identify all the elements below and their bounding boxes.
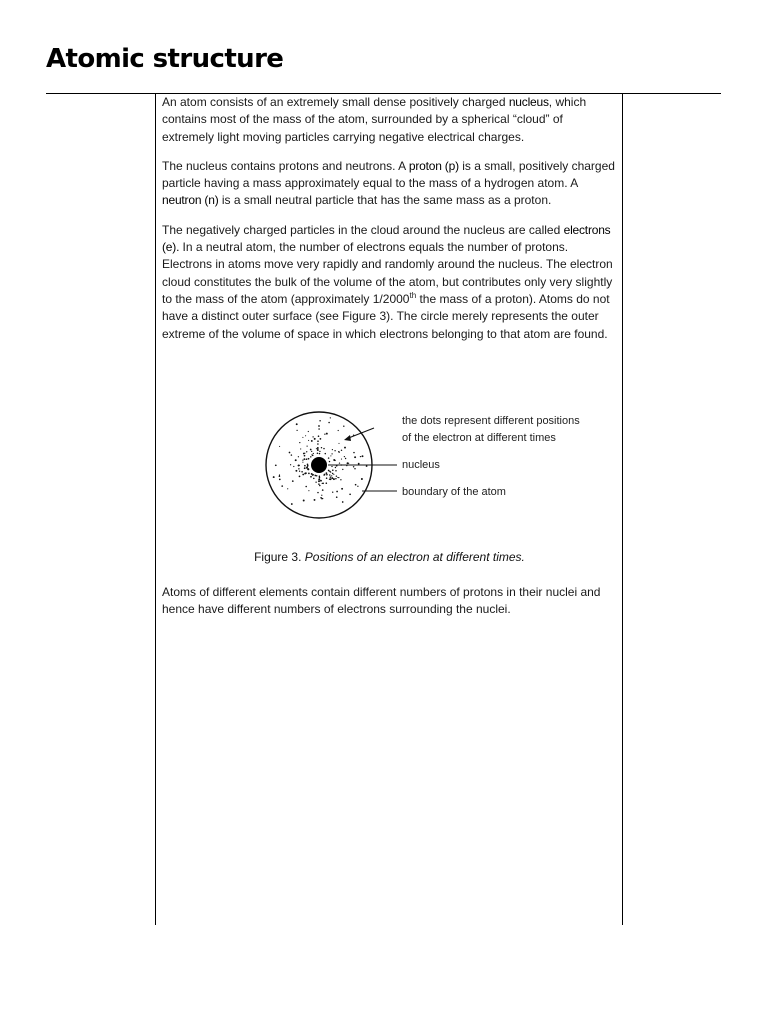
electron-dot <box>310 456 311 457</box>
electron-dot <box>308 440 309 441</box>
electron-dot <box>339 452 340 453</box>
electron-dot <box>315 482 316 483</box>
electron-dot <box>302 474 304 476</box>
electron-dot <box>312 436 313 437</box>
electron-dot <box>333 474 334 475</box>
electron-dot <box>298 468 299 469</box>
electron-dot <box>307 466 308 467</box>
electron-dot <box>319 477 320 478</box>
label-dots-line1: the dots represent different positions <box>402 415 580 427</box>
electron-dot <box>322 483 323 484</box>
electron-dot <box>313 478 315 480</box>
electron-dot <box>319 451 320 452</box>
electron-dot <box>331 477 333 479</box>
electron-dot <box>338 443 339 444</box>
electron-dot <box>335 478 336 479</box>
electron-dot <box>307 446 308 447</box>
paragraph-electrons <box>162 222 617 343</box>
electron-dot <box>331 466 332 467</box>
electron-dot <box>311 440 313 442</box>
electron-dot <box>310 476 312 478</box>
text-span: The negatively charged particles in the cloud around the nucleus are called <box>162 222 564 237</box>
term-nucleus: nucleus <box>508 95 549 109</box>
electron-dot <box>333 478 335 480</box>
electron-dot <box>329 461 330 462</box>
electron-dot <box>361 478 363 480</box>
text-span: is a small neutral particle that has the same mass as a proton. <box>218 193 552 208</box>
electron-dot <box>321 495 322 496</box>
electron-dot <box>331 453 332 454</box>
electron-dot <box>302 459 303 460</box>
label-boundary: boundary of the atom <box>402 486 506 498</box>
electron-dot <box>344 456 345 457</box>
electron-dot <box>314 438 316 440</box>
electron-dot <box>354 468 355 469</box>
electron-dot <box>329 474 331 476</box>
electron-dot <box>306 467 308 469</box>
electron-dot <box>336 496 338 498</box>
figure-atom-diagram <box>162 404 617 534</box>
electron-dot <box>305 486 307 488</box>
electron-dot <box>341 488 343 490</box>
electron-dot <box>299 442 300 443</box>
electron-dot <box>318 478 320 480</box>
electron-dot <box>292 480 294 482</box>
electron-dot <box>332 492 333 493</box>
electron-dot <box>328 457 329 458</box>
electron-dot <box>333 459 335 461</box>
electron-dot <box>298 456 299 457</box>
text-span: , which contains most of the mass of the atom, surrounded by a spherical “cloud” of extremely light moving particles carrying negative electrical charges. <box>162 95 587 144</box>
electron-dot <box>320 480 321 481</box>
electron-dot <box>330 455 331 456</box>
electron-dot <box>339 462 340 463</box>
atom-diagram-svg <box>162 404 617 534</box>
electron-dot <box>308 473 310 475</box>
electron-dot <box>319 453 320 454</box>
electron-dot <box>360 456 361 457</box>
paragraph-elements: Atoms of different elements contain different numbers of protons in their nuclei and hence have different numbers of electrons surrounding the nuclei. <box>162 585 601 617</box>
electron-dot <box>318 425 320 427</box>
electron-dot <box>310 449 312 451</box>
electron-dot <box>311 451 312 452</box>
electron-dot <box>323 448 324 449</box>
electron-dot <box>308 490 309 491</box>
electron-dot <box>308 458 310 460</box>
electron-dot <box>353 466 355 468</box>
electron-dot <box>344 447 346 449</box>
electron-dot <box>332 469 334 471</box>
electron-dot <box>330 476 332 478</box>
electron-dot <box>318 483 320 485</box>
electron-dot <box>317 453 319 455</box>
electron-dot <box>279 479 281 481</box>
electron-dot <box>299 476 301 478</box>
electron-dot <box>279 446 280 447</box>
electron-dot <box>319 485 321 487</box>
electron-dot <box>301 471 303 473</box>
electron-dot <box>304 473 306 475</box>
electron-dot <box>337 477 338 478</box>
electron-dot <box>308 431 309 432</box>
electron-dot <box>332 449 333 450</box>
electron-dot <box>330 471 331 472</box>
electron-dot <box>326 474 327 475</box>
electron-dot <box>362 455 364 457</box>
electron-dot <box>298 465 300 467</box>
electron-dot <box>273 476 275 478</box>
electron-dot <box>299 471 300 472</box>
electron-dot <box>331 475 332 476</box>
nucleus-dot <box>311 457 327 473</box>
electron-dot <box>302 437 303 438</box>
electron-dot <box>320 497 322 499</box>
electron-dot <box>342 469 343 470</box>
electron-dot <box>281 485 283 487</box>
text-span: The nucleus contains protons and neutrons. A <box>162 158 409 173</box>
electron-dot <box>335 467 336 468</box>
electron-dot <box>316 475 318 477</box>
electron-dot <box>317 447 319 449</box>
electron-dot <box>342 501 344 503</box>
electron-dot <box>304 467 306 469</box>
term-proton: proton (p) <box>408 158 459 173</box>
electron-dot <box>322 489 324 491</box>
electron-dot <box>304 455 306 457</box>
label-nucleus: nucleus <box>402 459 440 471</box>
electron-dot <box>317 492 318 493</box>
left-margin-line <box>155 93 156 925</box>
electron-dot <box>318 435 320 437</box>
electron-dot <box>330 417 331 418</box>
electron-dot <box>291 454 292 455</box>
text-span: In a neutral atom, the number of electrons equals the number of protons. Electrons in atoms move very rapidly and randomly around the nucleus. The electron cloud constitutes the bulk of the volume of the atom, but contributes only very slightly to the mass of the atom (approximately 1/2000 <box>162 240 613 306</box>
content-area <box>162 94 617 617</box>
term-electrons: electrons (e). <box>162 222 611 255</box>
electron-dot <box>303 458 305 460</box>
electron-dot <box>300 448 301 449</box>
electron-dot <box>321 447 322 448</box>
paragraph-nucleus <box>162 94 617 146</box>
electron-dot <box>289 452 291 454</box>
electron-dot <box>326 482 328 484</box>
electron-dot <box>295 470 297 472</box>
electron-dot <box>358 463 360 465</box>
electron-dot <box>291 503 293 505</box>
electron-dot <box>353 452 354 453</box>
electron-dot <box>341 459 342 460</box>
page-title: Atomic structure <box>46 44 284 74</box>
electron-dot <box>317 443 319 445</box>
electron-dot <box>324 434 325 435</box>
electron-dot <box>348 463 349 464</box>
electron-dot <box>325 453 326 454</box>
electron-dot <box>366 465 368 467</box>
label-dots-line2: of the electron at different times <box>402 432 556 444</box>
paragraph-protons-neutrons <box>162 158 617 210</box>
right-margin-line <box>622 93 623 925</box>
electron-dot <box>312 474 314 476</box>
electron-dot <box>328 422 330 424</box>
electron-dot <box>318 428 320 430</box>
superscript-th: th <box>409 290 417 300</box>
electron-dot <box>287 488 288 489</box>
term-neutron: neutron (n) <box>162 193 219 208</box>
electron-dot <box>305 435 306 436</box>
electron-dot <box>303 500 305 502</box>
text-span: the mass of a proton). Atoms do not have a distinct outer surface (see Figure 3). The circle merely represents the outer extreme of the volume of space in which electrons belonging to that atom are found. <box>162 291 610 341</box>
electron-dot <box>295 459 297 461</box>
electron-dot <box>317 449 319 451</box>
electron-dot <box>317 440 319 442</box>
text-span: An atom consists of an extremely small dense positively charged <box>162 95 509 109</box>
electron-dot <box>304 465 306 467</box>
electron-dot <box>341 450 342 451</box>
electron-dot <box>290 464 291 465</box>
electron-dot <box>296 423 298 425</box>
electron-dot <box>293 466 294 467</box>
electron-dot <box>316 448 317 449</box>
electron-dot <box>314 499 316 501</box>
electron-dot <box>349 493 351 495</box>
electron-dot <box>329 479 330 480</box>
electron-dot <box>354 456 356 458</box>
electron-dot <box>322 498 323 499</box>
electron-dot <box>304 453 305 454</box>
electron-dot <box>313 453 314 454</box>
electron-dot <box>302 462 303 463</box>
electron-dot <box>279 475 281 477</box>
caption-text: Positions of an electron at different times. <box>304 550 525 564</box>
electron-dot <box>307 468 309 470</box>
electron-dot <box>320 438 322 440</box>
electron-dot <box>307 463 309 465</box>
electron-dot <box>345 458 346 459</box>
electron-dot <box>355 484 357 486</box>
electron-dot <box>332 473 333 474</box>
electron-dot <box>306 451 307 452</box>
electron-dot <box>326 433 328 435</box>
electron-dot <box>306 458 308 460</box>
dots-pointer-arrowhead <box>344 435 351 441</box>
electron-dot <box>326 477 328 479</box>
electron-dot <box>296 430 297 431</box>
electron-dot <box>340 479 341 480</box>
electron-dot <box>279 474 280 475</box>
electron-dot <box>314 475 316 477</box>
figure-caption <box>162 550 617 564</box>
text-span: is a small, positively charged particle having a mass approximately equal to the mass of a hydrogen atom. A <box>162 158 615 191</box>
electron-dot <box>338 430 339 431</box>
electron-dot <box>335 470 337 472</box>
electron-dot <box>336 491 338 493</box>
electron-dot <box>311 454 312 455</box>
electron-dot <box>275 464 277 466</box>
caption-label: Figure 3. <box>254 550 302 564</box>
electron-dot <box>319 420 321 422</box>
electron-dot <box>357 486 358 487</box>
electron-dot <box>318 480 320 482</box>
electron-dot <box>326 472 328 474</box>
electron-dot <box>343 425 344 426</box>
electron-dot <box>338 477 339 478</box>
electron-dot <box>334 450 335 451</box>
electron-dot <box>323 475 324 476</box>
electron-dot <box>336 475 337 476</box>
